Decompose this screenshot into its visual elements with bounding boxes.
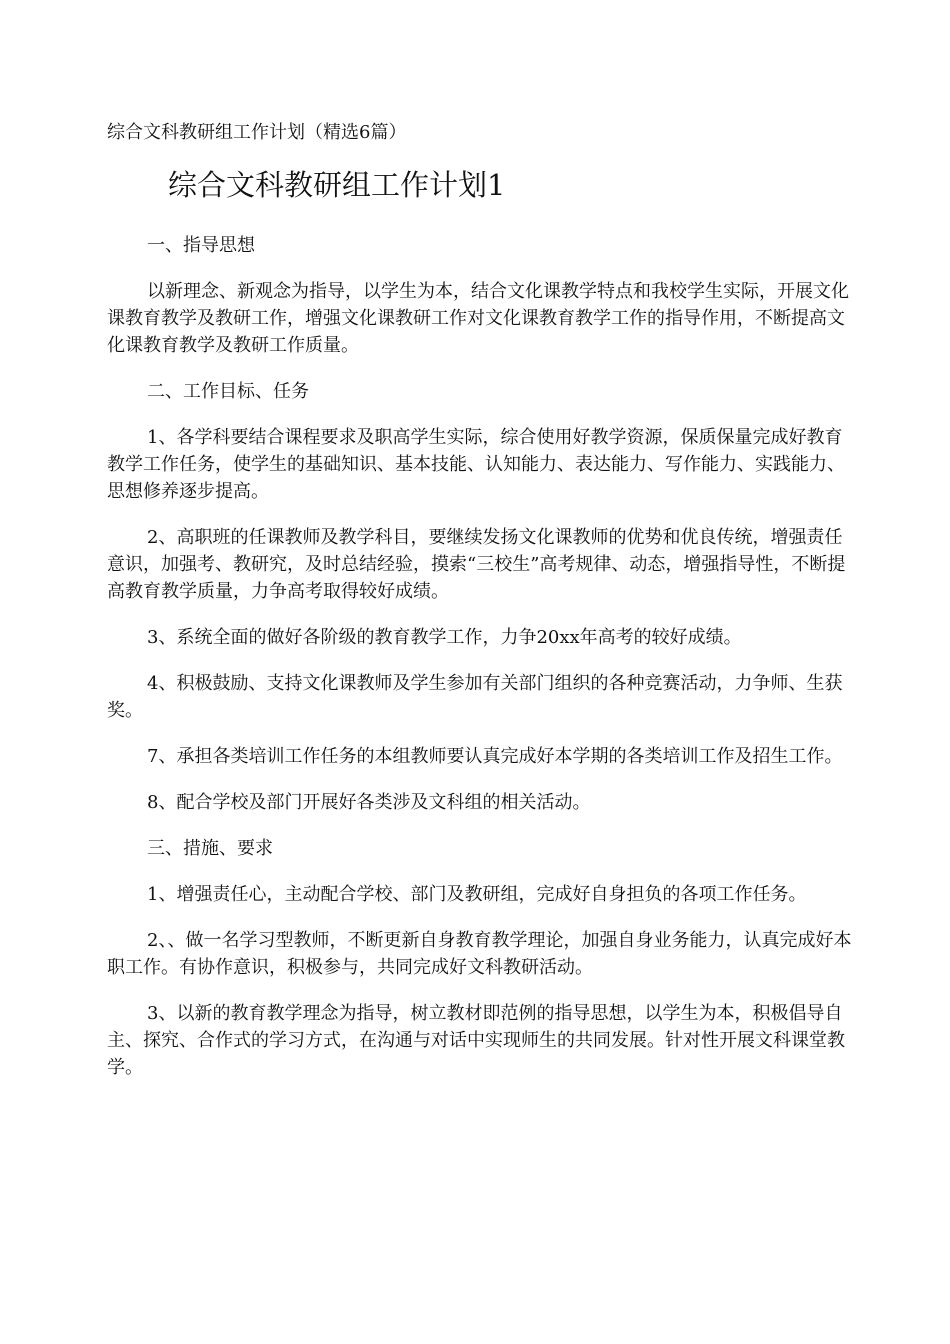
list-item: 4、积极鼓励、支持文化课教师及学生参加有关部门组织的各种竞赛活动，力争师、生获奖。 xyxy=(107,673,843,721)
list-item: 3、系统全面的做好各阶级的教育教学工作，力争20xx年高考的较好成绩。 xyxy=(147,627,742,648)
section-title: 综合文科教研组工作计划1 xyxy=(168,168,506,202)
heading-measures: 三、措施、要求 xyxy=(147,838,273,859)
list-item: 8、配合学校及部门开展好各类涉及文科组的相关活动。 xyxy=(147,792,591,813)
list-item: 3、以新的教育教学理念为指导，树立教材即范例的指导思想，以学生为本，积极倡导自主、探究、合作式的学习方式，在沟通与对话中实现师生的共同发展。针对性开展文科课堂教学。 xyxy=(107,1003,845,1078)
document-body xyxy=(107,232,855,1100)
list-item: 1、增强责任心，主动配合学校、部门及教研组，完成好自身担负的各项工作任务。 xyxy=(147,884,807,905)
heading-goals-tasks: 二、工作目标、任务 xyxy=(147,381,309,402)
heading-guiding-ideology: 一、指导思想 xyxy=(147,235,255,256)
list-item: 1、各学科要结合课程要求及职高学生实际，综合使用好教学资源，保质保量完成好教育教学工作任务，使学生的基础知识、基本技能、认知能力、表达能力、写作能力、实践能力、思想修养逐步提高。 xyxy=(107,427,845,502)
list-item: 2、、做一名学习型教师，不断更新自身教育教学理论，加强自身业务能力，认真完成好本职工作。有协作意识，积极参与，共同完成好文科教研活动。 xyxy=(107,930,852,978)
document-title: 综合文科教研组工作计划（精选6篇） xyxy=(107,122,407,143)
list-item: 7、承担各类培训工作任务的本组教师要认真完成好本学期的各类培训工作及招生工作。 xyxy=(147,746,843,767)
list-item: 2、高职班的任课教师及教学科目，要继续发扬文化课教师的优势和优良传统，增强责任意识，加强考、教研究，及时总结经验，摸索“三校生”高考规律、动态，增强指导性，不断提高教育教学质量，力争高考取得较好成绩。 xyxy=(107,527,846,602)
paragraph: 以新理念、新观念为指导，以学生为本，结合文化课教学特点和我校学生实际，开展文化课教育教学及教研工作，增强文化课教研工作对文化课教育教学工作的指导作用，不断提高文化课教育教学及教研工作质量。 xyxy=(107,281,849,356)
